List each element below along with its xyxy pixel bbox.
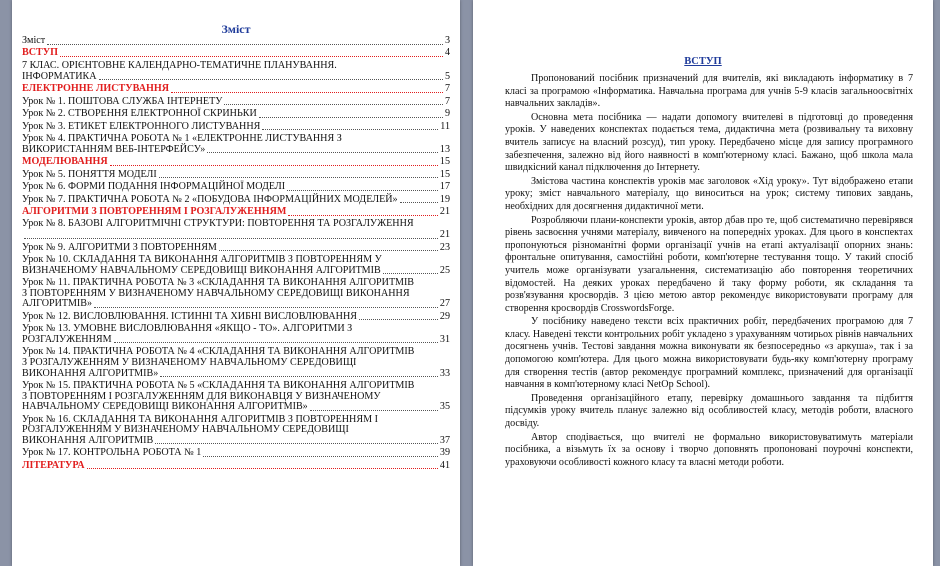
intro-body [505,73,913,470]
toc-entry-text: Урок № 3. ЕТИКЕТ ЕЛЕКТРОННОГО ЛИСТУВАННЯ [22,120,261,132]
toc-entry[interactable] [22,278,450,310]
toc-leader-dots [310,410,438,411]
toc-leader-dots [262,129,438,130]
toc-entry-text: НАВЧАЛЬНОМУ СЕРЕДОВИЩІ ВИКОНАННЯ АЛГОРИТМІВ» [22,401,308,413]
toc-entry[interactable] [22,36,450,47]
toc-entry-text: ВИЗНАЧЕНОМУ НАВЧАЛЬНОМУ СЕРЕДОВИЩІ ВИКОНАННЯ АЛГОРИТМІВ [22,264,381,276]
toc-entry-text: З ПОВТОРЕННЯМ У ВИЗНАЧЕНОМУ НАВЧАЛЬНОМУ СЕРЕДОВИЩІ ВИКОНАННЯ [22,287,410,299]
toc-page-number: 25 [439,264,450,276]
toc-entry-text: Урок № 10. СКЛАДАННЯ ТА ВИКОНАННЯ АЛГОРИТМІВ З ПОВТОРЕННЯМ У [22,254,382,266]
toc-page-number: 11 [440,120,450,132]
toc-section-entry[interactable] [22,84,450,95]
intro-paragraph: Автор сподівається, що вчителі не формально використовуватимуть матеріали посібника, а візьмуть їх за основу і творчо доповнять пропоновані поурочні конспекти, ураховуючи особливості кожного класу та власні методи роботи. [505,431,913,468]
toc-page-number: 27 [439,298,450,310]
toc-entry-text: ВИКОРИСТАННЯМ ВЕБ-ІНТЕРФЕЙСУ» [22,143,206,155]
toc-page-number: 17 [439,181,450,193]
intro-paragraph: Проведення організаційного етапу, перевірку домашнього завдання та підбиття підсумків уроку вчитель планує залежно від особливостей класу, методів роботи, власного досвіду. [505,392,913,430]
toc-entry[interactable] [22,195,450,206]
toc-entry-text: Урок № 16. СКЛАДАННЯ ТА ВИКОНАННЯ АЛГОРИТМІВ З ПОВТОРЕННЯМ І [22,413,378,425]
toc-leader-dots [203,456,438,457]
intro-title: ВСТУП [684,56,722,67]
toc-leader-dots [224,104,443,105]
toc-page-number: 3 [444,35,450,46]
toc-page-number: 39 [439,447,450,459]
toc-entry-text: Урок № 14. ПРАКТИЧНА РОБОТА № 4 «СКЛАДАННЯ ТА ВИКОНАННЯ АЛГОРИТМІВ [22,346,415,358]
toc-entry-text: Урок № 13. УМОВНЕ ВИСЛОВЛЮВАННЯ «ЯКЩО - ТО». АЛГОРИТМИ З [22,323,353,335]
toc-leader-dots [400,202,438,203]
toc-page-number: 5 [444,70,450,82]
toc-entry[interactable] [22,347,450,379]
toc-entry[interactable] [22,448,450,459]
toc-entry[interactable] [22,109,450,120]
toc-page-number: 9 [444,108,450,120]
toc-page-number: 13 [439,143,450,155]
toc-leader-dots [94,307,438,308]
toc-page-number: 15 [439,168,450,180]
toc-page-number: 19 [439,193,450,205]
intro-paragraph: У посібнику наведено тексти всіх практичних робіт, передбачених програмою для 7 класу. Наведені тексти контрольних робіт укладено з урахуванням чотирьох рівнів навчальних досягнень учнів. Тестові завдання можна виконувати як безпосередньо «з аркуша», так і за допомогою комп'ютера. Для цього можна використовувати будь-яку комп'ютерну програму для створення тестів (автор рекомендує програмний комплекс, призначений для організації навчання в комп'ютерному класі NetOp School). [505,316,913,391]
toc-entry-text: ВИКОНАННЯ АЛГОРИТМІВ [22,434,154,446]
toc-entry[interactable] [22,255,450,276]
toc-entry[interactable] [22,170,450,181]
toc-page-number: 21 [439,206,450,217]
toc-page-number: 21 [439,229,450,241]
toc-entry-text: Урок № 2. СТВОРЕННЯ ЕЛЕКТРОННОЇ СКРИНЬКИ [22,108,257,120]
toc-section-entry[interactable] [22,461,450,472]
toc-entry-text: З РОЗГАЛУЖЕННЯМ У ВИЗНАЧЕНОМУ НАВЧАЛЬНОМУ СЕРЕДОВИЩІ [22,356,357,368]
toc-section-entry[interactable] [22,207,450,218]
toc-page [12,0,460,566]
toc-entry-text: Урок № 9. АЛГОРИТМИ З ПОВТОРЕННЯМ [22,241,217,253]
toc-entry[interactable] [22,243,450,254]
toc-entry-text: Урок № 5. ПОНЯТТЯ МОДЕЛІ [22,168,157,180]
toc-entry-text: Урок № 15. ПРАКТИЧНА РОБОТА № 5 «СКЛАДАННЯ ТА ВИКОНАННЯ АЛГОРИТМІВ [22,380,415,392]
toc-leader-dots [383,273,438,274]
intro-paragraph: Пропонований посібник призначений для вчителів, які викладають інформатику в 7 класі за програмою «Інформатика. Навчальна програма для учнів 5-9 класів загальноосвітніх навчальних закладів». [505,73,913,110]
toc-leader-dots [287,190,438,191]
toc-entry[interactable] [22,134,450,155]
toc-entry-text: РОЗГАЛУЖЕННЯМ [22,333,112,345]
toc-page-number: 7 [444,95,450,107]
toc-entry-text: Урок № 1. ПОШТОВА СЛУЖБА ІНТЕРНЕТУ [22,95,223,107]
toc-leader-dots [171,92,443,93]
toc-entry-text: ВСТУП [22,47,59,59]
toc-entry-text: АЛГОРИТМІВ» [22,298,93,310]
toc-page-number: 4 [444,47,450,59]
toc-entry[interactable] [22,97,450,108]
toc-leader-dots [207,152,438,153]
toc-entry-text: Зміст [22,35,46,46]
toc-leader-dots [159,177,438,178]
toc-page-number: 37 [439,434,450,446]
toc-page-number: 33 [439,367,450,379]
toc-leader-dots [60,56,443,57]
toc-entry-text: Урок № 11. ПРАКТИЧНА РОБОТА № 3 «СКЛАДАННЯ ТА ВИКОНАННЯ АЛГОРИТМІВ [22,277,415,289]
toc-leader-dots [99,79,443,80]
toc-leader-dots [288,215,438,216]
toc-entry-text: З ПОВТОРЕННЯМ І РОЗГАЛУЖЕННЯМ ДЛЯ ВИКОНАВЦЯ У ВИЗНАЧЕНОМУ [22,390,381,402]
toc-section-entry[interactable] [22,157,450,168]
toc-page-number: 29 [439,310,450,322]
toc-page-number: 31 [439,333,450,345]
toc-entry-text: ЛІТЕРАТУРА [22,459,85,471]
toc-leader-dots [87,468,438,469]
toc-leader-dots [155,443,438,444]
toc-leader-dots [160,376,438,377]
toc-leader-dots [24,238,438,239]
toc-entry[interactable] [22,312,450,323]
toc-entry-text: Урок № 17. КОНТРОЛЬНА РОБОТА № 1 [22,447,202,459]
toc-leader-dots [114,342,438,343]
toc-entry-text: Урок № 4. ПРАКТИЧНА РОБОТА № 1 «ЕЛЕКТРОННЕ ЛИСТУВАННЯ З [22,132,342,144]
toc-entry-text: АЛГОРИТМИ З ПОВТОРЕННЯМ І РОЗГАЛУЖЕННЯМ [22,206,287,217]
toc-entry-text: РОЗГАЛУЖЕННЯМ У ВИЗНАЧЕНОМУ НАВЧАЛЬНОМУ СЕРЕДОВИЩІ [22,424,349,436]
toc-entry-text: МОДЕЛЮВАННЯ [22,156,108,168]
intro-paragraph: Розробляючи плани-конспекти уроків, автор дбав про те, щоб систематично перевірявся рівень засвоєння учнями матеріалу, вивченого на попередніх уроках. Для цього в конспектах пропонуються різноманітні форми організації учнів на етапі актуалізації опорних знань: фронтальне опитування, самостійні роботи, комп'ютерне тестування тощо. У такий спосіб учитель може організувати узагальнення, систематизацію або повторення теоретичних відомостей. На деяких уроках передбачено й таку форму роботи, як складання та розв'язування кросвордів. З цією метою автор рекомендує використовувати програму для створення кросвордів CrosswordsForge. [505,214,913,314]
toc-leader-dots [47,44,443,45]
toc-title: Зміст [221,22,251,36]
toc-entry[interactable] [22,219,450,240]
toc-entry-text: Урок № 12. ВИСЛОВЛЮВАННЯ. ІСТИННІ ТА ХИБНІ ВИСЛОВЛЮВАННЯ [22,310,357,322]
toc-page-number: 41 [439,459,450,471]
toc-entry-text: ВИКОНАННЯ АЛГОРИТМІВ» [22,367,159,379]
toc-leader-dots [110,165,438,166]
toc-entry[interactable] [22,61,450,82]
toc-entry-text: Урок № 7. ПРАКТИЧНА РОБОТА № 2 «ПОБУДОВА ІНФОРМАЦІЙНИХ МОДЕЛЕЙ» [22,193,398,205]
toc-page-number: 7 [444,83,450,95]
intro-page [473,0,933,566]
toc-entry-text: 7 КЛАС. ОРІЄНТОВНЕ КАЛЕНДАРНО-ТЕМАТИЧНЕ ПЛАНУВАННЯ. [22,59,337,71]
toc-page-number: 35 [439,401,450,413]
toc-leader-dots [359,319,438,320]
toc-page-number: 23 [439,241,450,253]
toc-page-number: 15 [439,156,450,168]
toc-entry[interactable] [22,324,450,345]
toc-section-entry[interactable] [22,48,450,59]
intro-paragraph: Основна мета посібника — надати допомогу вчителеві в підготовці до проведення уроків. У наведених конспектах подається тема, дидактична мета (розвивальну та виховну вчитель записує на власний розсуд), тип уроку. Передбачено місце для запису програмного забезпечення, залежно від його наявності в комп'ютерному класі. Бажано, щоб школа мала швидкісний канал підключення до Інтернету. [505,111,913,174]
toc-list [22,36,450,473]
toc-leader-dots [219,250,438,251]
toc-entry[interactable] [22,182,450,193]
toc-entry-text: Урок № 8. БАЗОВІ АЛГОРИТМІЧНІ СТРУКТУРИ: ПОВТОРЕННЯ ТА РОЗГАЛУЖЕННЯ [22,218,414,230]
toc-entry-text: ІНФОРМАТИКА [22,70,97,82]
toc-entry[interactable] [22,122,450,133]
toc-entry-text: ЕЛЕКТРОННЕ ЛИСТУВАННЯ [22,83,169,95]
toc-leader-dots [259,117,443,118]
intro-paragraph: Змістова частина конспектів уроків має заголовок «Хід уроку». Тут відображено етапи уроку; зміст навчального матеріалу, що виноситься на урок; систему типових завдань, необхідних для досягнення дидактичної мети. [505,175,913,212]
toc-entry[interactable] [22,381,450,413]
toc-entry-text: Урок № 6. ФОРМИ ПОДАННЯ ІНФОРМАЦІЙНОЇ МОДЕЛІ [22,181,286,193]
toc-entry[interactable] [22,415,450,447]
